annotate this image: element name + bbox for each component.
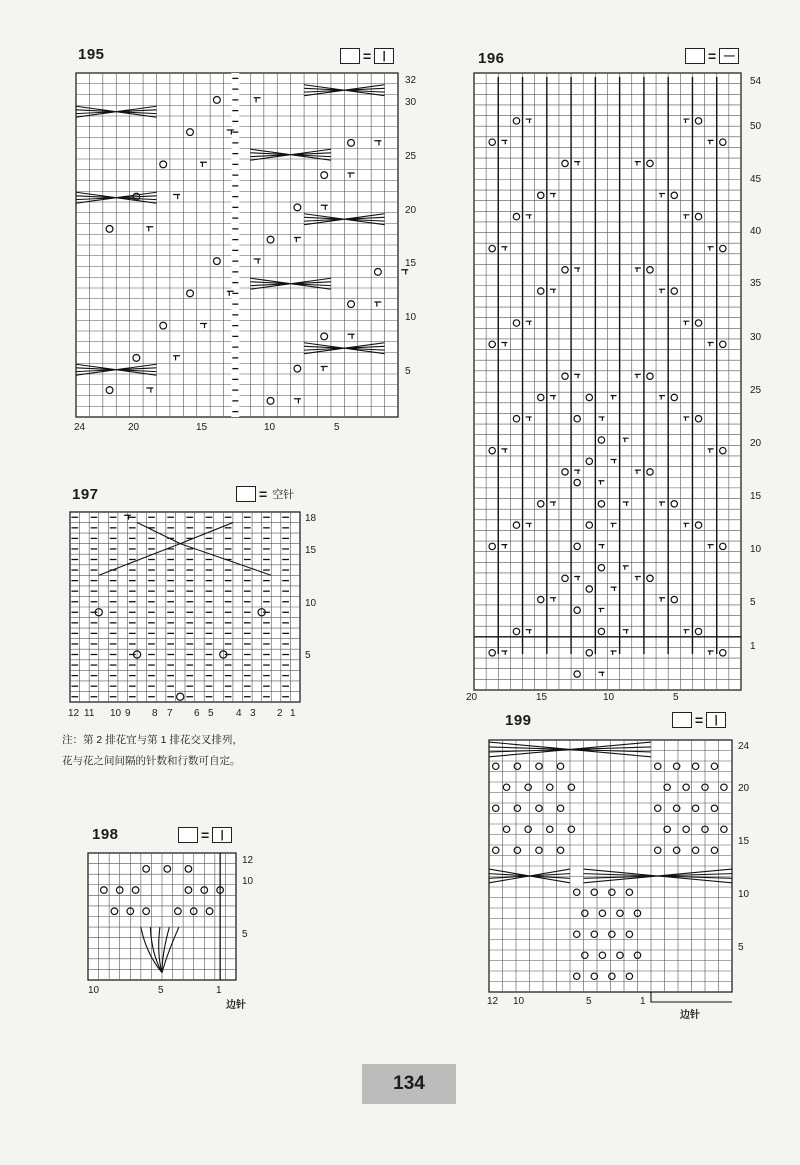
chart-196-legend xyxy=(685,48,739,64)
chart-195-number: 195 xyxy=(78,46,105,63)
chart-196-col-label: 15 xyxy=(536,692,548,703)
legend-text: 空针 xyxy=(272,489,295,501)
chart-198-col-label: 10 xyxy=(88,985,100,996)
chart-197-col-label: 10 xyxy=(110,708,122,719)
chart-196-number: 196 xyxy=(478,50,505,67)
chart-198-grid xyxy=(88,853,236,980)
chart-195-col-label: 5 xyxy=(334,422,340,433)
chart-197-legend xyxy=(236,486,294,502)
chart-198-legend xyxy=(178,827,232,843)
chart-196-col-label: 10 xyxy=(603,692,615,703)
chart-197-number: 197 xyxy=(72,486,99,503)
chart-197-col-label: 6 xyxy=(194,708,200,719)
chart-198-col-label: 5 xyxy=(158,985,164,996)
chart-197-row-label: 10 xyxy=(305,598,317,609)
chart-196-row-label: 1 xyxy=(750,641,756,652)
chart-196-row-label: 40 xyxy=(750,226,762,237)
chart-195-col-label: 15 xyxy=(196,422,208,433)
chart-195-col-label: 24 xyxy=(74,422,86,433)
chart-198-number: 198 xyxy=(92,826,119,843)
chart-196-grid xyxy=(474,73,741,690)
chart-199-row-label: 24 xyxy=(738,741,750,752)
chart-196-row-label: 5 xyxy=(750,597,756,608)
chart-197-col-label: 2 xyxy=(277,708,283,719)
chart-197-row-label: 18 xyxy=(305,513,317,524)
chart-196-row-label: 25 xyxy=(750,385,762,396)
chart-198-row-label: 5 xyxy=(242,929,248,940)
chart-198-row-label: 12 xyxy=(242,855,254,866)
chart-195-grid xyxy=(76,73,398,417)
equals-sign: = xyxy=(201,827,210,843)
chart-196-row-label: 15 xyxy=(750,491,762,502)
chart-196-row-label: 10 xyxy=(750,544,762,555)
chart-199-col-label: 12 xyxy=(487,996,499,1007)
chart-195-col-label: 20 xyxy=(128,422,140,433)
knit-stitch-icon: | xyxy=(212,827,232,843)
chart-199-grid xyxy=(489,740,732,992)
chart-195-col-label: 10 xyxy=(264,422,276,433)
knit-stitch-icon: | xyxy=(706,712,726,728)
chart-197-col-label: 3 xyxy=(250,708,256,719)
chart-199-col-label: 1 xyxy=(640,996,646,1007)
chart-195-row-label: 32 xyxy=(405,75,417,86)
equals-sign: = xyxy=(259,486,268,502)
purl-stitch-icon: — xyxy=(719,48,739,64)
empty-square-icon xyxy=(340,48,360,64)
chart-199-row-label: 15 xyxy=(738,836,750,847)
chart-197-col-label: 1 xyxy=(290,708,296,719)
chart-196-row-label: 20 xyxy=(750,438,762,449)
page-number: 134 xyxy=(362,1064,456,1104)
chart-198-col-label: 1 xyxy=(216,985,222,996)
chart-195-row-label: 5 xyxy=(405,366,411,377)
divider-band xyxy=(231,73,239,417)
equals-sign: = xyxy=(363,48,372,64)
chart-195-row-label: 30 xyxy=(405,97,417,108)
chart-197-col-label: 8 xyxy=(152,708,158,719)
empty-square-icon xyxy=(236,486,256,502)
chart-199-row-label: 5 xyxy=(738,942,744,953)
empty-square-icon xyxy=(685,48,705,64)
chart-199-row-label: 20 xyxy=(738,783,750,794)
chart-199-col-label: 5 xyxy=(586,996,592,1007)
chart-197-note xyxy=(62,730,243,772)
chart-197-col-label: 5 xyxy=(208,708,214,719)
empty-square-icon xyxy=(672,712,692,728)
chart-197-row-label: 15 xyxy=(305,545,317,556)
chart-197-col-label: 12 xyxy=(68,708,80,719)
chart-199-legend xyxy=(672,712,726,728)
knit-stitch-icon: | xyxy=(374,48,394,64)
empty-square-icon xyxy=(178,827,198,843)
note-line: 注：第 2 排花宜与第 1 排花交叉排列， xyxy=(62,734,243,746)
chart-196-row-label: 35 xyxy=(750,278,762,289)
chart-196-row-label: 50 xyxy=(750,121,762,132)
chart-195-row-label: 20 xyxy=(405,205,417,216)
chart-195-legend xyxy=(340,48,394,64)
chart-199-row-label: 10 xyxy=(738,889,750,900)
chart-199-number: 199 xyxy=(505,712,532,729)
decrease-icon xyxy=(401,270,408,275)
chart-196-col-label: 5 xyxy=(673,692,679,703)
chart-195-row-label: 15 xyxy=(405,258,417,269)
chart-197-row-label: 5 xyxy=(305,650,311,661)
chart-197-col-label: 9 xyxy=(125,708,131,719)
chart-197-col-label: 7 xyxy=(167,708,173,719)
chart-199-col-label: 10 xyxy=(513,996,525,1007)
chart-196-row-label: 30 xyxy=(750,332,762,343)
chart-196-row-label: 54 xyxy=(750,76,762,87)
chart-195-row-label: 10 xyxy=(405,312,417,323)
chart-195-row-label: 25 xyxy=(405,151,417,162)
chart-197-grid xyxy=(70,512,300,702)
chart-198-edge-label: 边针 xyxy=(226,1000,246,1011)
chart-197-col-label: 11 xyxy=(84,708,95,719)
edge-bracket xyxy=(651,992,732,1002)
chart-199-edge-label: 边针 xyxy=(680,1010,700,1021)
chart-196-row-label: 45 xyxy=(750,174,762,185)
note-line: 花与花之间间隔的针数和行数可自定。 xyxy=(62,755,241,767)
chart-196-col-label: 20 xyxy=(466,692,478,703)
chart-197-col-label: 4 xyxy=(236,708,242,719)
chart-198-row-label: 10 xyxy=(242,876,254,887)
equals-sign: = xyxy=(708,48,717,64)
equals-sign: = xyxy=(695,712,704,728)
